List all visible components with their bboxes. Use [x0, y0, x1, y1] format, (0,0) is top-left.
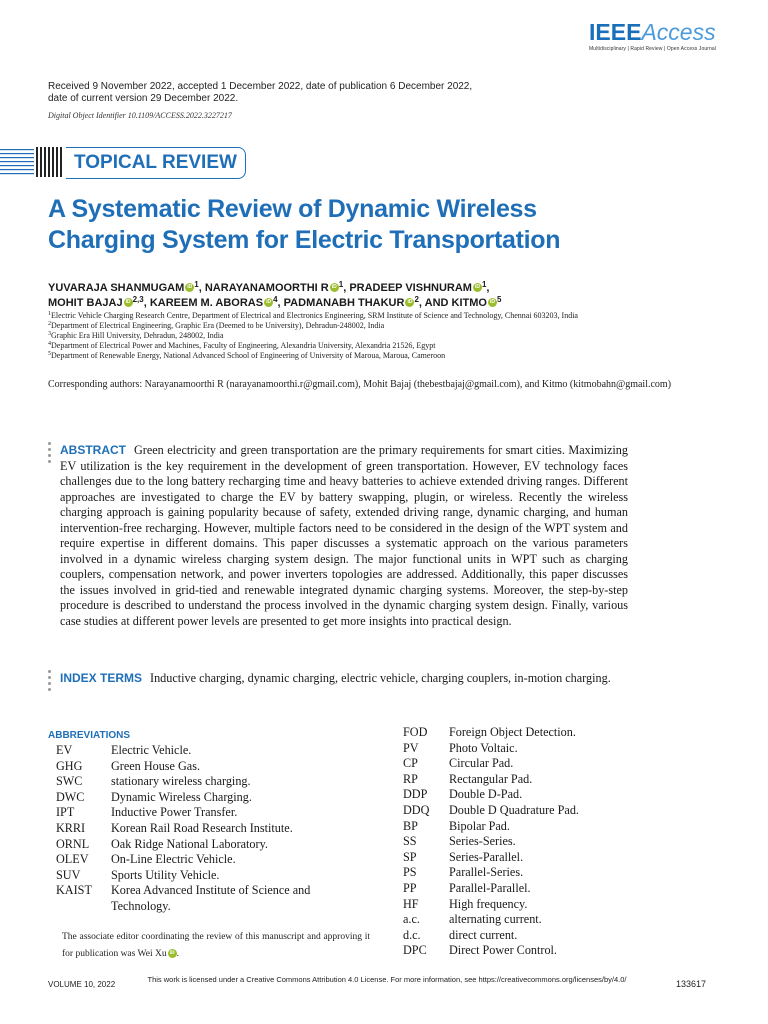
- abbreviation-key: PP: [403, 880, 417, 895]
- orcid-icon[interactable]: iD: [331, 284, 337, 290]
- author-line-2: [48, 296, 728, 311]
- abbreviation-row: [403, 725, 643, 741]
- abbreviation-key: ORNL: [56, 836, 90, 851]
- author-affil-sup: 4: [273, 295, 278, 304]
- page-number: 133617: [675, 979, 706, 989]
- abbreviation-row: [403, 928, 643, 944]
- abbreviation-key: RP: [403, 771, 418, 786]
- abbreviation-row: [403, 943, 643, 959]
- abbreviation-row: [403, 865, 643, 881]
- abbreviation-row: [403, 912, 643, 928]
- author-separator: ,: [198, 282, 205, 294]
- abstract: [60, 443, 628, 629]
- abbreviation-row: [56, 852, 356, 868]
- abbreviation-key: GHG: [56, 758, 83, 773]
- abbreviation-key: BP: [403, 818, 418, 833]
- abbreviation-meaning: Foreign Object Detection.: [449, 725, 576, 739]
- abbreviation-row: [56, 759, 356, 775]
- abbreviation-row: [403, 881, 643, 897]
- author-separator: ,: [418, 297, 425, 309]
- abbreviation-meaning: Photo Voltaic.: [449, 740, 518, 755]
- abbreviation-key: FOD: [403, 725, 428, 739]
- abbreviation-key: IPT: [56, 805, 75, 820]
- author-affil-sup: 1: [338, 280, 344, 289]
- author-separator: ,: [143, 297, 150, 309]
- orcid-icon[interactable]: iD: [489, 299, 495, 305]
- author-list: [48, 281, 728, 311]
- author-affil-sup: 1: [481, 280, 487, 289]
- abbreviation-key: PS: [403, 865, 417, 880]
- abbreviation-key: a.c.: [403, 912, 420, 927]
- abbreviation-row: [56, 821, 356, 837]
- abstract-label: ABSTRACT: [60, 443, 126, 457]
- affiliation-text: Department of Electrical Power and Machines, Faculty of Engineering, Alexandria University, Alexandria 21526, Egypt: [51, 341, 436, 350]
- abbreviation-meaning: Parallel-Parallel.: [449, 880, 531, 895]
- affiliation-number: 1: [48, 311, 51, 317]
- abstract-marker-icon: [48, 442, 52, 466]
- abbreviation-meaning: Green House Gas.: [111, 758, 201, 773]
- logo-journal: Access: [641, 19, 716, 45]
- article-title: [48, 194, 728, 256]
- abbreviation-meaning: On-Line Electric Vehicle.: [111, 852, 236, 867]
- abbreviation-meaning: Korean Rail Road Research Institute.: [111, 820, 293, 835]
- doi: Digital Object Identifier 10.1109/ACCESS.2022.3227217: [48, 111, 232, 120]
- author-name: YUVARAJA SHANMUGAM: [48, 282, 185, 294]
- abbreviation-key: SS: [403, 834, 417, 849]
- abbreviation-meaning: Korea Advanced Institute of Science and Technology.: [111, 883, 311, 913]
- index-terms-marker-icon: [48, 670, 52, 694]
- abbreviation-row: [56, 805, 356, 821]
- banner-lines-graphic: [0, 145, 66, 181]
- abbreviation-row: [56, 774, 356, 790]
- abbreviation-meaning: Double D-Pad.: [449, 787, 523, 802]
- author-affil-sup: 2,3: [132, 295, 144, 304]
- abbreviation-meaning: Double D Quadrature Pad.: [449, 802, 579, 817]
- orcid-icon[interactable]: iD: [187, 284, 193, 290]
- abbreviation-key: KAIST: [56, 883, 92, 898]
- abbreviation-meaning: Oak Ridge National Laboratory.: [111, 836, 268, 851]
- abbreviation-key: PV: [403, 740, 419, 755]
- index-terms-text: Inductive charging, dynamic charging, electric vehicle, charging couplers, in-motion charging.: [150, 671, 611, 685]
- abbreviation-row: [403, 787, 643, 803]
- affiliation-text: Electric Vehicle Charging Research Centre, Department of Electrical and Electronics Engineering, SRM Institute of Science and Technology, Chennai 603203, India: [51, 311, 578, 320]
- author-name: PADMANABH THAKUR: [283, 297, 405, 309]
- author-name: MOHIT BAJAJ: [48, 297, 123, 309]
- affiliations: [48, 311, 728, 361]
- affiliation: [48, 311, 728, 321]
- abbreviation-row: [56, 790, 356, 806]
- abbreviations-heading: ABBREVIATIONS: [48, 730, 131, 741]
- author-affil-sup: 5: [496, 295, 502, 304]
- abbreviation-key: d.c.: [403, 927, 421, 942]
- affiliation-number: 2: [48, 321, 51, 327]
- author-affil-sup: 1: [194, 280, 199, 289]
- volume-info: VOLUME 10, 2022: [48, 980, 116, 989]
- orcid-icon[interactable]: iD: [266, 299, 272, 305]
- affiliation-number: 3: [48, 331, 51, 337]
- orcid-icon[interactable]: iD: [407, 299, 413, 305]
- abbreviation-meaning: Inductive Power Transfer.: [111, 805, 238, 820]
- affiliation-number: 5: [48, 351, 51, 357]
- title-line-1: A Systematic Review of Dynamic Wireless: [48, 195, 537, 223]
- abbreviation-key: DPC: [403, 943, 427, 958]
- author-name: NARAYANAMOORTHI R: [204, 282, 329, 294]
- abbreviation-row: [403, 850, 643, 866]
- abbreviation-row: [56, 743, 356, 759]
- abbreviation-meaning: High frequency.: [449, 896, 528, 911]
- abbreviation-meaning: Electric Vehicle.: [111, 743, 192, 757]
- abbreviation-key: SUV: [56, 867, 81, 882]
- abbreviation-key: KRRI: [56, 820, 86, 835]
- abbreviation-meaning: Rectangular Pad.: [449, 771, 533, 786]
- abstract-text: Green electricity and green transportation are the primary requirements for smart cities. Maximizing EV utilization is the key requirement in the development of green transportation. However, EV technology faces challenges due to the long battery recharging time and heavy batteries to achieve extended driving ranges. Different approaches are investigated to charge the EV by battery swapping, plugin, or wireless. Recently the wireless charging approach is gaining popularity because of safety, extended driving range, dynamic charging, and human intervention-free recharging. However, multiple factors need to be considered in the design of the WPT system and require expertise in different domains. This paper discusses a systematic approach on the various parameters involved in a dynamic wireless charging system design. The major functional units in WPT such as charging couplers, compensation network, and power inverters topologies are addressed. Additionally, this paper discusses the issues involved in grid-tied and renewable integrated dynamic charging systems. Moreover, the step-by-step procedure is described to understand the process involved in the dynamic charging system design. Finally, various case studies at different power levels are presented to get more insights into practical design.: [60, 443, 628, 628]
- author-name: PRADEEP VISHNURAM: [349, 282, 472, 294]
- affiliation-number: 4: [48, 341, 51, 347]
- abbreviation-key: CP: [403, 756, 418, 771]
- author-name: AND KITMO: [424, 297, 487, 309]
- abbreviation-row: [403, 741, 643, 757]
- orcid-icon[interactable]: iD: [125, 299, 131, 305]
- affiliation: [48, 331, 728, 341]
- dates-line-1: Received 9 November 2022, accepted 1 December 2022, date of publication 6 December 2022,: [48, 81, 473, 92]
- abbreviations-right-column: [403, 725, 643, 959]
- affiliation-text: Department of Renewable Energy, National Advanced School of Engineering of University of Maroua, Maroua, Cameroon: [51, 351, 446, 360]
- abbreviations-left-column: [56, 743, 356, 915]
- abbreviation-key: EV: [56, 743, 73, 757]
- author-line-1: [48, 281, 728, 296]
- abbreviation-meaning: alternating current.: [449, 912, 542, 927]
- author-name: KAREEM M. ABORAS: [149, 297, 264, 309]
- abbreviation-row: [56, 883, 356, 914]
- topical-review-banner: [0, 145, 240, 181]
- abbreviation-meaning: direct current.: [449, 927, 518, 942]
- abbreviation-row: [403, 897, 643, 913]
- journal-logo: [589, 20, 716, 52]
- editor-note-text: The associate editor coordinating the review of this manuscript and approving it for publication was Wei Xu: [62, 932, 370, 959]
- abbreviation-row: [403, 756, 643, 772]
- abbreviation-meaning: Sports Utility Vehicle.: [111, 867, 220, 882]
- publication-dates: [48, 81, 508, 105]
- corresponding-authors: Corresponding authors: Narayanamoorthi R (narayanamoorthi.r@gmail.com), Mohit Bajaj (thebestbajaj@gmail.com), and Kitmo (kitmobahn@gmail.com): [48, 379, 672, 390]
- author-separator: ,: [343, 282, 350, 294]
- abbreviation-row: [403, 772, 643, 788]
- abbreviation-meaning: Circular Pad.: [449, 756, 514, 771]
- abbreviation-key: HF: [403, 896, 419, 911]
- index-terms: [60, 671, 628, 687]
- abbreviation-meaning: Direct Power Control.: [449, 943, 557, 958]
- abbreviation-row: [56, 868, 356, 884]
- abbreviation-key: DDP: [403, 787, 428, 802]
- index-terms-label: INDEX TERMS: [60, 671, 143, 685]
- editor-note: The associate editor coordinating the review of this manuscript and approving it for publication was Wei Xu iD .: [62, 932, 370, 959]
- abbreviation-meaning: Dynamic Wireless Charging.: [111, 789, 252, 804]
- abbreviation-meaning: Bipolar Pad.: [449, 818, 510, 833]
- abbreviation-key: SWC: [56, 774, 83, 789]
- topical-review-label: TOPICAL REVIEW: [66, 147, 246, 179]
- abbreviation-key: DDQ: [403, 802, 430, 817]
- abbreviation-meaning: stationary wireless charging.: [111, 774, 251, 789]
- abbreviation-row: [403, 803, 643, 819]
- dates-line-2: date of current version 29 December 2022.: [48, 93, 239, 104]
- abbreviation-key: OLEV: [56, 852, 89, 867]
- orcid-icon[interactable]: iD: [474, 284, 480, 290]
- logo-brand: IEEE: [589, 19, 642, 45]
- abbreviation-meaning: Series-Parallel.: [449, 849, 524, 864]
- license-notice: This work is licensed under a Creative Commons Attribution 4.0 License. For more information, see https://creativecommons.org/licenses/by/4.0/: [147, 975, 627, 984]
- logo-tagline: Multidisciplinary | Rapid Review | Open Access Journal: [589, 46, 716, 52]
- author-affil-sup: 2: [414, 295, 419, 304]
- abbreviation-key: SP: [403, 849, 417, 864]
- title-line-2: Charging System for Electric Transportation: [48, 226, 561, 254]
- affiliation: [48, 321, 728, 331]
- affiliation-text: Department of Electrical Engineering, Graphic Era (Deemed to be University), Dehradun-248002, India: [51, 321, 385, 330]
- affiliation: [48, 341, 728, 351]
- abbreviation-row: [56, 837, 356, 853]
- affiliation-text: Graphic Era Hill University, Dehradun, 248002, India: [51, 331, 224, 340]
- affiliation: [48, 351, 728, 361]
- author-separator: ,: [486, 282, 490, 294]
- abbreviation-row: [403, 834, 643, 850]
- abbreviation-meaning: Series-Series.: [449, 834, 516, 849]
- author-separator: ,: [277, 297, 284, 309]
- orcid-icon[interactable]: iD: [169, 951, 175, 956]
- abbreviation-row: [403, 819, 643, 835]
- abbreviation-key: DWC: [56, 789, 85, 804]
- abbreviation-meaning: Parallel-Series.: [449, 865, 524, 880]
